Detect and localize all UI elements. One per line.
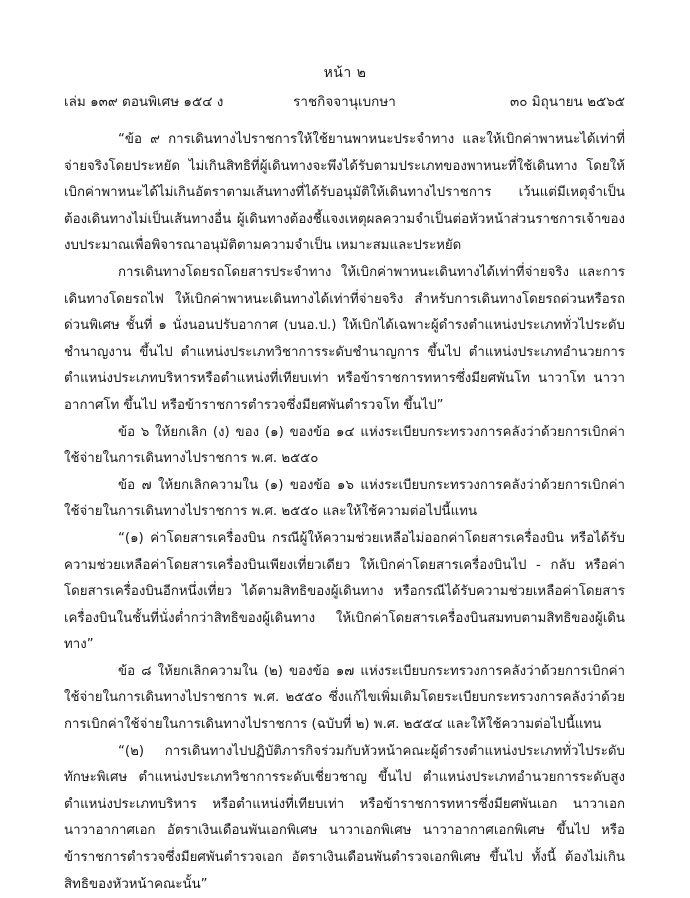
paragraph-bus-train: การเดินทางโดยรถโดยสารประจำทาง ให้เบิกค่าพาหนะเดินทางได้เท่าที่จ่ายจริง และการเดินทางโดยรถไฟ ให้เบิกค่าพาหนะเดินทางได้เท่าที่จ่ายจริง สำหรับการเดินทางโดยรถด่วนหรือรถด่วนพิเศษ ชั้นที่ ๑ นั่งนอนปรับอากาศ (บนอ.ป.) ให้เบิกได้เฉพาะผู้ดำรงตำแหน่งประเภททั่วไประดับชำนาญงาน ขึ้นไป ตำแหน่งประเภทวิชาการระดับชำนาญการ ขึ้นไป ตำแหน่งประเภทอำนวยการ ตำแหน่งประเภทบริหารหรือตำแหน่งที่เทียบเท่า หรือข้าราชการทหารซึ่งมียศพันโท นาวาโท นาวาอากาศโท ขึ้นไป หรือข้าราชการตำรวจซึ่งมียศพันตำรวจโท ขึ้นไป”: [64, 264, 625, 413]
paragraph-clause-6: ข้อ ๖ ให้ยกเลิก (ง) ของ (๑) ของข้อ ๑๔ แห่งระเบียบกระทรวงการคลังว่าด้วยการเบิกค่าใช้จ่ายในการเดินทางไปราชการ พ.ศ. ๒๕๕๐: [64, 424, 625, 467]
page-number: หน้า ๒: [323, 65, 367, 81]
publication-date: ๓๐ มิถุนายน ๒๕๖๕: [510, 94, 625, 110]
paragraph-clause-8: ข้อ ๘ ให้ยกเลิกความใน (๒) ของข้อ ๑๗ แห่งระเบียบกระทรวงการคลังว่าด้วยการเบิกค่าใช้จ่ายในการเดินทางไปราชการ พ.ศ. ๒๕๕๐ ซึ่งแก้ไขเพิ่มเติมโดยระเบียบกระทรวงการคลังว่าด้วยการเบิกค่าใช้จ่ายในการเดินทางไปราชการ (ฉบับที่ ๒) พ.ศ. ๒๕๕๔ และให้ใช้ความต่อไปนี้แทน: [64, 663, 625, 733]
publication-name: ราชกิจจานุเบกษา: [293, 94, 396, 110]
volume-issue: เล่ม ๑๓๙ ตอนพิเศษ ๑๕๔ ง: [64, 94, 224, 110]
paragraph-mission-travel: “(๒) การเดินทางไปปฏิบัติภารกิจร่วมกับหัวหน้าคณะผู้ดำรงตำแหน่งประเภททั่วไประดับทักษะพิเศษ ตำแหน่งประเภทวิชาการระดับเชี่ยวชาญ ขึ้นไป ตำแหน่งประเภทอำนวยการระดับสูง ตำแหน่งประเภทบริหาร หรือตำแหน่งที่เทียบเท่า หรือข้าราชการทหารซึ่งมียศพันเอก นาวาเอก นาวาอากาศเอก อัตราเงินเดือนพันเอกพิเศษ นาวาเอกพิเศษ นาวาอากาศเอกพิเศษ ขึ้นไป หรือข้าราชการตำรวจซึ่งมียศพันตำรวจเอก อัตราเงินเดือนพันตำรวจเอกพิเศษ ขึ้นไป ทั้งนี้ ต้องไม่เกินสิทธิของหัวหน้าคณะนั้น”: [64, 743, 625, 892]
paragraph-clause-9: “ข้อ ๙ การเดินทางไปราชการให้ใช้ยานพาหนะประจำทาง และให้เบิกค่าพาหนะได้เท่าที่จ่ายจริงโดยประหยัด ไม่เกินสิทธิที่ผู้เดินทางจะพึงได้รับตามประเภทของพาหนะที่ใช้เดินทาง โดยให้เบิกค่าพาหนะได้ไม่เกินอัตราตามเส้นทางที่ได้รับอนุมัติให้เดินทางไปราชการ เว้นแต่มีเหตุจำเป็นต้องเดินทางไม่เป็นเส้นทางอื่น ผู้เดินทางต้องชี้แจงเหตุผลความจำเป็นต่อหัวหน้าส่วนราชการเจ้าของงบประมาณเพื่อพิจารณาอนุมัติตามความจำเป็น เหมาะสมและประหยัด: [64, 132, 625, 254]
document-body: [64, 127, 625, 898]
paragraph-clause-7: ข้อ ๗ ให้ยกเลิกความใน (๑) ของข้อ ๑๖ แห่งระเบียบกระทรวงการคลังว่าด้วยการเบิกค่าใช้จ่ายในการเดินทางไปราชการ พ.ศ. ๒๕๕๐ และให้ใช้ความต่อไปนี้แทน: [64, 477, 625, 520]
paragraph-airfare: “(๑) ค่าโดยสารเครื่องบิน กรณีผู้ให้ความช่วยเหลือไม่ออกค่าโดยสารเครื่องบิน หรือได้รับความช่วยเหลือค่าโดยสารเครื่องบินเพียงเที่ยวเดียว ให้เบิกค่าโดยสารเครื่องบินไป - กลับ หรือค่าโดยสารเครื่องบินอีกหนึ่งเที่ยว ได้ตามสิทธิของผู้เดินทาง หรือกรณีได้รับความช่วยเหลือค่าโดยสารเครื่องบินในชั้นที่นั่งต่ำกว่าสิทธิของผู้เดินทาง ให้เบิกค่าโดยสารเครื่องบินสมทบตามสิทธิของผู้เดินทาง”: [64, 530, 625, 653]
